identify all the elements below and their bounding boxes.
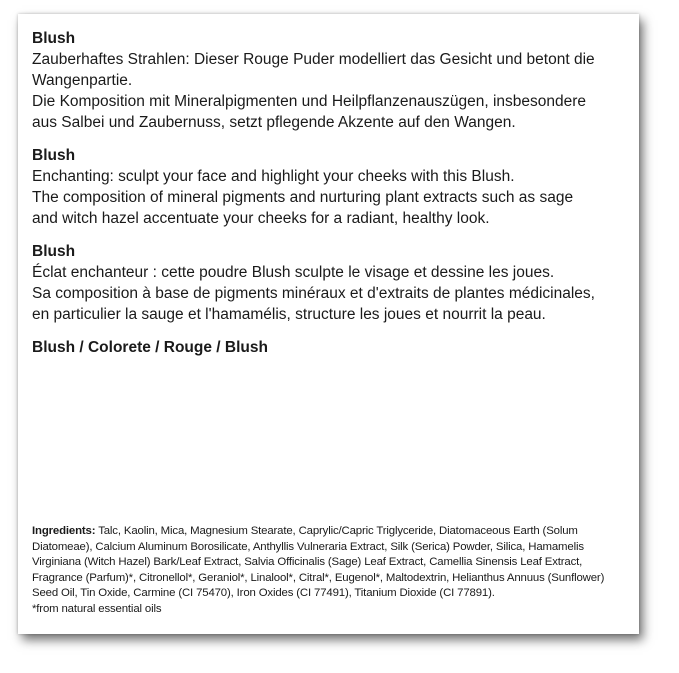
description-french-line-3: en particulier la sauge et l'hamamélis, structure les joues et nourrit la peau. bbox=[32, 306, 546, 323]
section-english bbox=[32, 145, 625, 229]
ingredients-label: Ingredients: bbox=[32, 525, 96, 537]
description-english-line-1: Enchanting: sculpt your face and highlight your cheeks with this Blush. bbox=[32, 168, 515, 185]
product-name-variants: Blush / Colorete / Rouge / Blush bbox=[32, 339, 268, 356]
product-label-card bbox=[18, 14, 639, 634]
section-title-french: Blush bbox=[32, 243, 76, 260]
ingredients-footnote: *from natural essential oils bbox=[32, 602, 162, 615]
description-french-line-2: Sa composition à base de pigments minéraux et d'extraits de plantes médicinales, bbox=[32, 285, 595, 302]
ingredients-text: Talc, Kaolin, Mica, Magnesium Stearate, Caprylic/Capric Triglyceride, Diatomaceous Earth (Solum Diatomeae), Calcium Aluminum Borosilicate, Anthyllis Vulneraria Extract, Silk (Serica) Powder, Silica, Hamamelis Virginiana (Witch Hazel) Bark/Leaf Extract, Salvia Officinalis (Sage) Leaf Extract, Camellia Sinensis Leaf Extract, Fragrance (Parfum)*, Citronellol*, Geraniol*, Linalool*, Citral*, Eugenol*, Maltodextrin, Helianthus Annuus (Sunflower) Seed Oil, Tin Oxide, Carmine (CI 75470), Iron Oxides (CI 77491), Titanium Dioxide (CI 77891). bbox=[32, 525, 605, 600]
description-german-line-3: Die Komposition mit Mineralpigmenten und Heilpflanzenauszügen, insbesondere bbox=[32, 93, 587, 110]
ingredients-list bbox=[32, 524, 625, 618]
section-german bbox=[32, 28, 625, 133]
description-french-line-1: Éclat enchanteur : cette poudre Blush sculpte le visage et dessine les joues. bbox=[32, 264, 555, 281]
description-german-line-1: Zauberhaftes Strahlen: Dieser Rouge Puder modelliert das Gesicht und betont die bbox=[32, 51, 595, 68]
description-english-line-3: and witch hazel accentuate your cheeks for a radiant, healthy look. bbox=[32, 210, 490, 227]
description-german-line-4: aus Salbei und Zaubernuss, setzt pflegende Akzente auf den Wangen. bbox=[32, 114, 516, 131]
description-english-line-2: The composition of mineral pigments and nurturing plant extracts such as sage bbox=[32, 189, 574, 206]
section-title-english: Blush bbox=[32, 147, 76, 164]
section-title-german: Blush bbox=[32, 30, 76, 47]
description-german-line-2: Wangenpartie. bbox=[32, 72, 133, 89]
section-french bbox=[32, 241, 625, 325]
